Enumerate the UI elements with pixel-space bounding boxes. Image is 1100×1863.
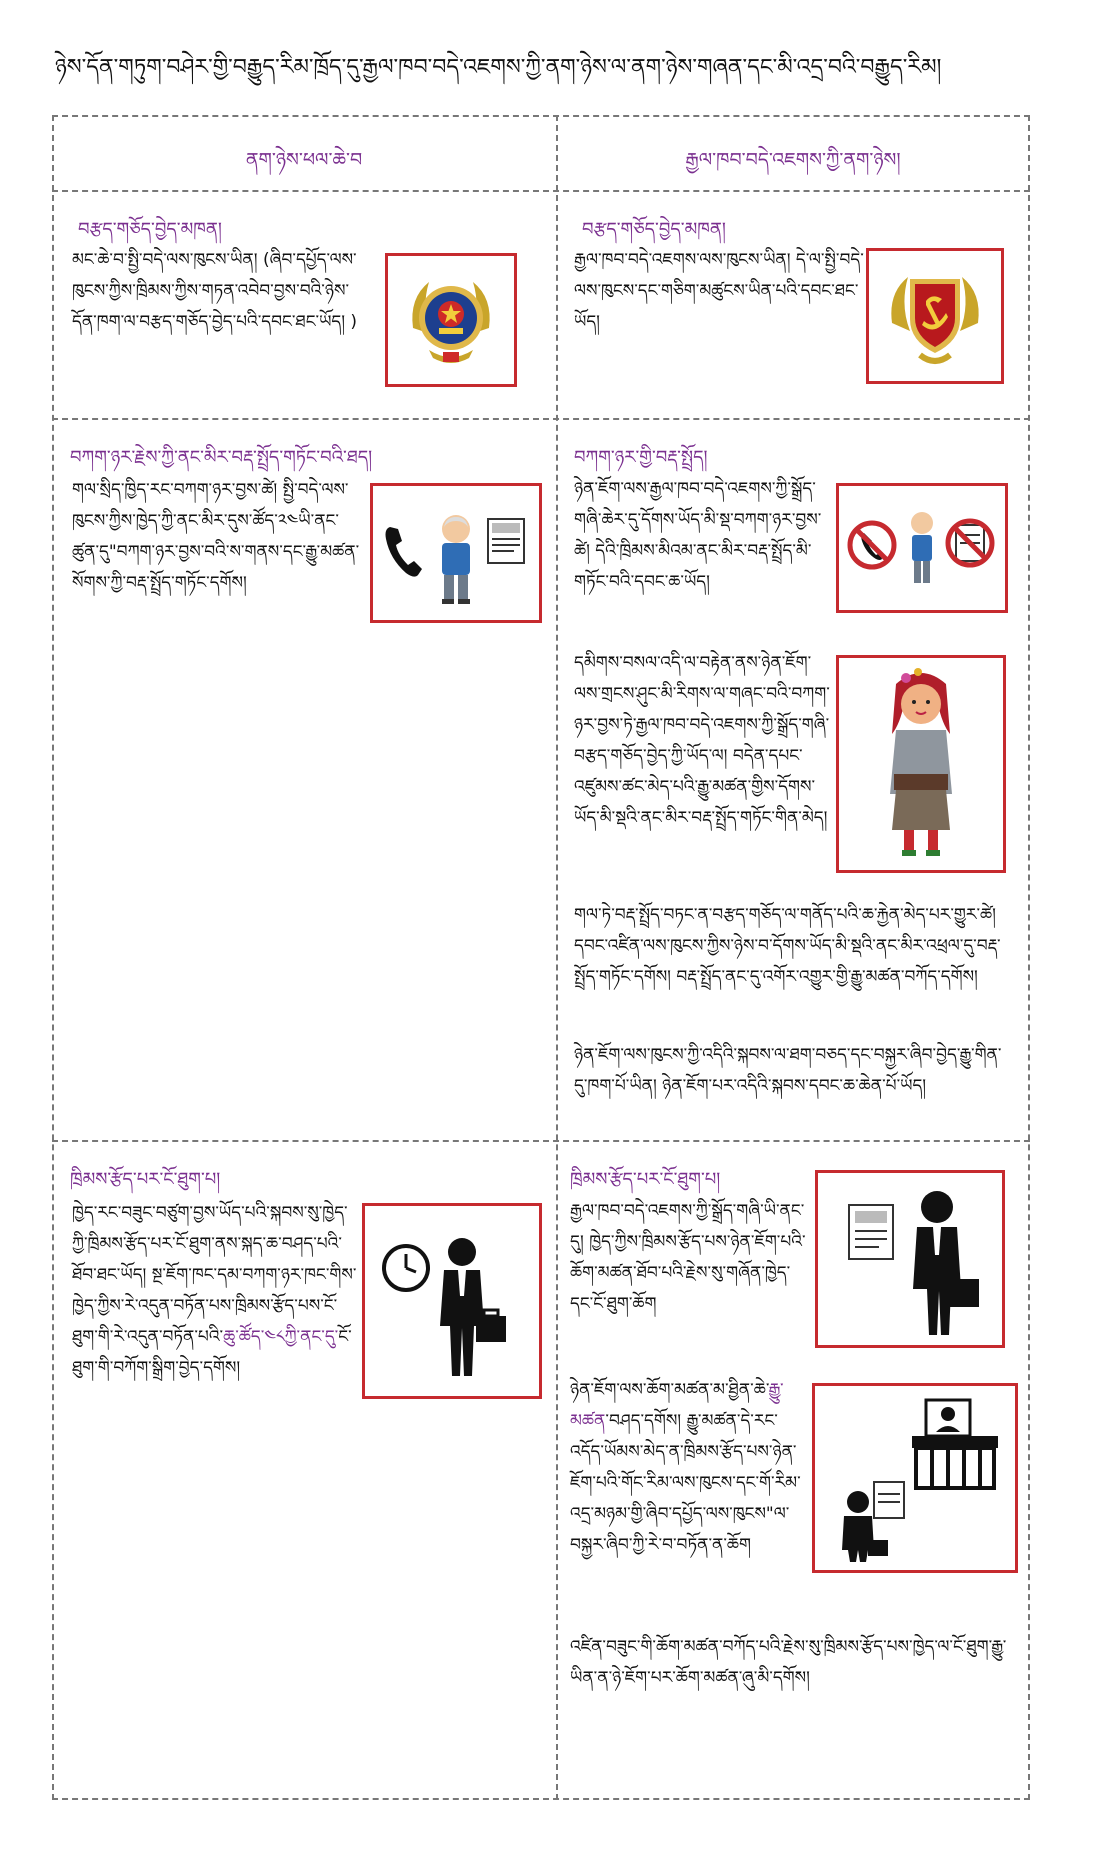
row1-right-text: རྒྱལ་ཁབ་བདེ་འཇགས་ལས་ཁུངས་ཡིན། དེ་ལ་སྤྱི་བདེ་ལས་ཁུངས་དང་གཅིག་མཚུངས་ཡིན་པའི་དབང་ཐང་ཡོད། [574, 250, 864, 332]
row-divider-1 [52, 418, 1030, 420]
reason-highlight: རྒྱུ་མཚན [570, 1380, 784, 1431]
tibetan-woman-frame [836, 655, 1006, 873]
clock-icon [384, 1246, 428, 1290]
businessman-icon [440, 1238, 506, 1376]
page-title: ཉེས་དོན་གཏུག་བཤེར་གྱི་བརྒྱུད་རིམ་ཁྲོད་དུ་རྒྱལ་ཁབ་བདེ་འཇགས་ཀྱི་ནག་ཉེས་ལ་ནག་ཉེས་གཞན་དང་མི་འདྲ་བའི་བརྒྱུད་རིམ། [55, 55, 942, 80]
time-limit-highlight: ཆུ་ཚོད་༤༨ཀྱི་ནང་དུ་ [223, 1327, 339, 1347]
row2-left-heading: བཀག་ཉར་རྗེས་ཀྱི་ནང་མིར་བརྡ་སྤྲོད་གཏོང་བའི་ཐད། [70, 447, 373, 468]
column-header-right: རྒྱལ་ཁབ་བདེ་འཇགས་ཀྱི་ནག་ཉེས། [685, 149, 901, 171]
row2-right-p4: ཉེན་ཇོག་ལས་ཁུངས་ཀྱི་འདིའི་སྐབས་ལ་ཐག་བཅད་དང་བསྐྱར་ཞིབ་བྱེད་རྒྱུ་གིན་དུ་ཁག་པོ་ཡིན། ཉེན་ཇོག་པར་འདིའི་སྐབས་དབང་ཆ་ཆེན་པོ་ཡོད། [574, 1045, 1002, 1096]
no-document-icon [948, 521, 992, 565]
courtroom-icon [820, 1390, 1010, 1566]
state-security-emblem-icon [880, 261, 990, 371]
row-divider-2 [52, 1140, 1030, 1142]
lawyer-document-illustration [815, 1170, 1005, 1348]
police-emblem-frame [385, 253, 517, 387]
row1-right-heading: བརྩད་གཅོད་བྱེད་མཁན། [582, 219, 726, 240]
row2-right-heading: བཀག་ཉར་གྱི་བརྡ་སྤྲོད། [574, 447, 708, 468]
row1-left-text: མང་ཆེ་བ་སྤྱི་བདེ་ལས་ཁུངས་ཡིན། (ཞིབ་དཔྱོད་ལས་ཁུངས་ཀྱིས་ཁྲིམས་ཀྱིས་གཏན་འབེབ་བྱས་བའི་ཉེས་དོན་ཁག་ལ་བརྩད་གཅོད་བྱེད་པའི་དབང་ཐང་ཡོད། ) [72, 250, 358, 332]
row3-left-text: ཁྱེད་རང་བཟུང་བཙུག་བྱས་ཡོད་པའི་སྐབས་སུ་ཁྱེད་ཀྱི་ཁྲིམས་རྩོད་པར་ངོ་ཐུག་ནས་སྐད་ཆ་བཤད་པའི་ཐོབ་ཐང་ཡོད། སྔ་ཇོག་ཁང་དམ་བཀག་ཉར་ཁང་གིས་ཁྱེད་ཀྱིས་རེ་འདུན་བཏོན་པས་ཁྲིམས་རྩོད་པས་ངོ་ཐུག་གི་རེ་འདུན་བཏོན་པའི་ཆུ་ཚོད་༤༨ཀྱི་ནང་དུ་ངོ་ཐུག་གི་བཀོག་སྒྲིག་བྱེད་དགོས། [72, 1203, 357, 1378]
row3-right-p2: ཉེན་ཇོག་ལས་ཆོག་མཚན་མ་ཐྱིན་ཆེ་རྒྱུ་མཚན་བཤད་དགོས། རྒྱུ་མཚན་དེ་རང་འདོད་ཡོམས་མེད་ན་ཁྲིམས་རྩོད་པས་ཉེན་ཇོག་པའི་གོང་རིམ་ལས་ཁུངས་དང་གོ་རིམ་འདྲ་མཉམ་གྱི་ཞིབ་དཔྱོད་ལས་ཁུངས"ལ་བསྐྱར་ཞིབ་ཀྱི་རེ་བ་བཏོན་ན་ཆོག [570, 1380, 801, 1555]
businessman-icon [913, 1191, 979, 1335]
tibetan-woman-icon [856, 664, 986, 864]
lawyer-wait-illustration [362, 1203, 542, 1399]
phone-icon [386, 527, 423, 577]
row3-right-p1: རྒྱལ་ཁབ་བདེ་འཇགས་ཀྱི་སྒྲོད་གཞི་ཡི་ནང་དུ། ཁྱེད་ཀྱིས་ཁྲིམས་རྩོད་པས་ཉེན་ཇོག་པའི་ཆོག་མཚན་ཐོབ་པའི་རྗེས་སུ་གཞོན་ཁྱེད་དང་ངོ་ཐུག་ཆོག [570, 1201, 806, 1314]
elderly-man-icon [442, 515, 470, 604]
row2-right-p1: ཉེན་ཇོག་ལས་རྒྱལ་ཁབ་བདེ་འཇགས་ཀྱི་སྒྲོད་གཞི་ཆེར་དུ་དོགས་ཡོད་མི་སྡ་བཀག་ཉར་བྱས་ཚེ། དེའི་ཁྲིམས་མིའམ་ནང་མིར་བརྡ་སྤྲོད་མི་གཏོང་བའི་དབང་ཆ་ཡོད། [574, 479, 822, 592]
row3-left-heading: ཁྲིམས་རྩོད་པར་ངོ་ཐུག་པ། [70, 1169, 221, 1190]
row2-right-p3: གལ་ཏེ་བརྡ་སྤྲོད་བཏང་ན་བརྩད་གཅོད་ལ་གནོད་པའི་ཆ་རྐྱེན་མེད་པར་གྱུར་ཚེ། དབང་འཛིན་ལས་ཁུངས་ཀྱིས་ཉེས་བ་དོགས་ཡོད་མི་སྡའི་ནང་མིར་འཕྲལ་དུ་བརྡ་སྤྲོད་གཏོང་དགོས། བརྡ་སྤྲོད་ནང་དུ་འགོར་འགྱུར་གྱི་རྒྱུ་མཚན་བཀོད་དགོས། [574, 905, 1001, 987]
row2-left-text: གལ་སྲིད་ཁྱིད་རང་བཀག་ཉར་བྱས་ཚེ། སྤྱི་བདེ་ལས་ཁུངས་ཀྱིས་ཁྱེད་ཀྱི་ནང་མིར་དུས་ཚོད་༢༤ཡི་ནང་ཚུན་དུ"བཀག་ཉར་བྱས་བའི་ས་གནས་དང་རྒྱུ་མཚན་སོགས་ཀྱི་བརྡ་སྤྲོད་གཏོང་དགོས། [72, 480, 360, 593]
courtroom-frame [812, 1383, 1018, 1573]
no-notification-illustration [836, 483, 1008, 613]
row2-right-p2: དམིགས་བསལ་འདི་ལ་བརྟེན་ནས་ཉེན་ཇོག་ལས་གྲངས་ཤུང་མི་རིགས་ལ་གཞང་བའི་བཀག་ཉར་བྱས་ཏེ་རྒྱལ་ཁབ་བདེ་འཇགས་ཀྱི་སྒྲོད་གཞི་བརྩད་གཅོད་བྱེད་ཀྱི་ཡོད་ལ། བདེན་དཔང་འཛུམས་ཚང་མེད་པའི་རྒྱུ་མཚན་གྱིས་དོགས་ཡོད་མི་སྡའི་ནང་མིར་བརྡ་སྤྲོད་གཏོང་གིན་མེད། [574, 653, 830, 828]
state-security-emblem-frame [866, 248, 1004, 384]
column-header-left: ནག་ཉེས་ཕལ་ཆེ་བ [245, 149, 363, 171]
no-phone-icon [850, 523, 894, 567]
document-icon [488, 519, 524, 563]
elderly-man-icon [911, 512, 933, 583]
row3-right-heading: ཁྲིམས་རྩོད་པར་ངོ་ཐུག་པ། [570, 1169, 721, 1190]
row1-left-heading: བརྩད་གཅོད་བྱེད་མཁན། [78, 219, 222, 240]
police-emblem-icon [399, 268, 503, 372]
notification-illustration [370, 483, 542, 623]
row3-right-p3: འཛིན་བཟུང་གི་ཆོག་མཚན་བཀོད་པའི་རྗེས་སུ་ཁྲིམས་རྩོད་པས་ཁྱེད་ལ་ངོ་ཐུག་རྒྱུ་ཡིན་ན་ཉེ་ཇོག་པར་ཆོག་མཚན་ཞུ་མི་དགོས། [570, 1637, 1007, 1688]
document-icon [849, 1205, 893, 1259]
column-divider [556, 115, 558, 1800]
